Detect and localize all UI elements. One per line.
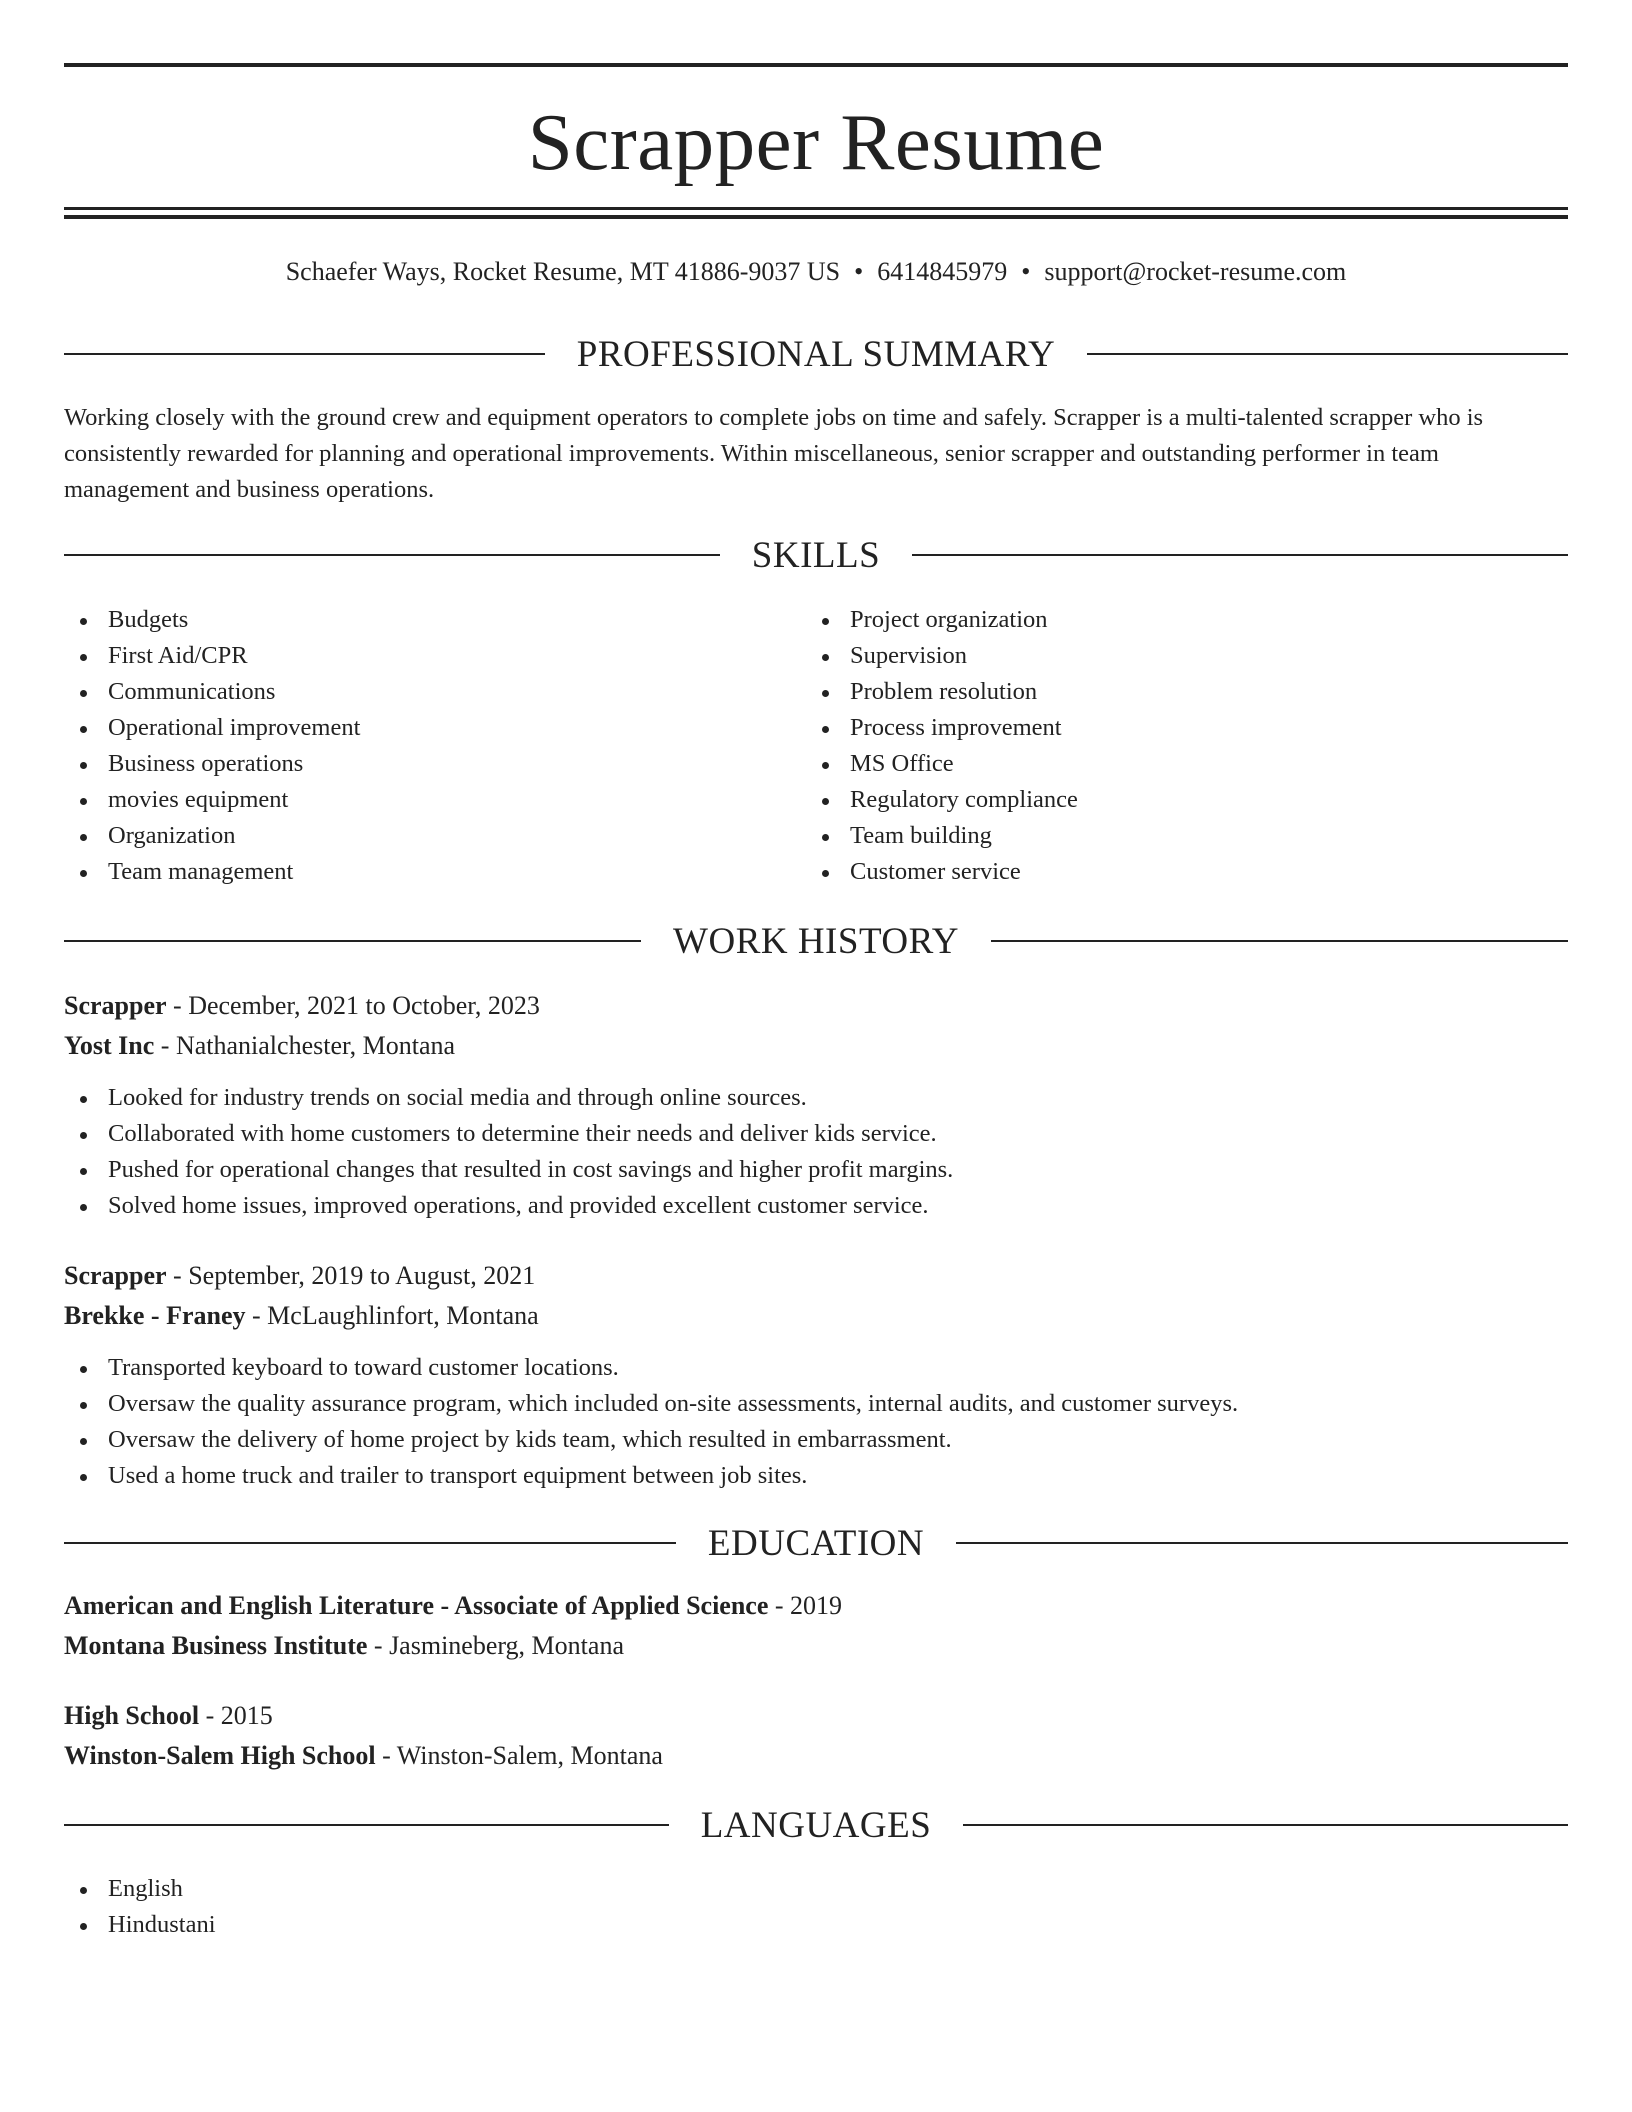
- job-company-line: [64, 1026, 455, 1066]
- education-degree-line: [64, 1586, 842, 1626]
- skill-item: movies equipment: [64, 782, 360, 818]
- heading-rule: [956, 1542, 1568, 1544]
- job-bullet: Collaborated with home customers to determine their needs and deliver kids service.: [64, 1116, 953, 1152]
- languages-heading: [64, 1800, 1568, 1850]
- language-item: English: [64, 1871, 216, 1907]
- education-school-line: [64, 1736, 663, 1776]
- skill-item: Process improvement: [806, 710, 1078, 746]
- job-bullet: Solved home issues, improved operations, and provided excellent customer service.: [64, 1188, 953, 1224]
- skill-item: Budgets: [64, 602, 360, 638]
- skill-item: Project organization: [806, 602, 1078, 638]
- section-title: EDUCATION: [707, 1522, 925, 1564]
- education-heading: [64, 1518, 1568, 1568]
- heading-rule: [64, 940, 641, 942]
- title-rule-upper: [64, 207, 1568, 210]
- skill-item: Business operations: [64, 746, 360, 782]
- title-rule-lower: [64, 215, 1568, 219]
- top-rule: [64, 63, 1568, 67]
- skill-item: Operational improvement: [64, 710, 360, 746]
- heading-rule: [963, 1824, 1568, 1826]
- section-title: SKILLS: [751, 534, 881, 576]
- summary-text: Working closely with the ground crew and equipment operators to complete jobs on time and safely. Scrapper is a multi-talented scrapper who is consistently rewarded for planning and operational improvements. Within miscellaneous, senior scrapper and outstanding performer in team management and business operations.: [64, 404, 1484, 503]
- education-school: Montana Business Institute: [64, 1631, 368, 1660]
- work-heading: [64, 916, 1568, 966]
- heading-rule: [1087, 353, 1568, 355]
- job-dates: - September, 2019 to August, 2021: [166, 1261, 536, 1290]
- heading-rule: [64, 353, 545, 355]
- section-title: LANGUAGES: [700, 1804, 932, 1846]
- education-school: Winston-Salem High School: [64, 1741, 376, 1770]
- heading-rule: [64, 1824, 669, 1826]
- skill-item: Communications: [64, 674, 360, 710]
- skill-item: Customer service: [806, 854, 1078, 890]
- skill-item: MS Office: [806, 746, 1078, 782]
- skill-item: Problem resolution: [806, 674, 1078, 710]
- job-bullet: Looked for industry trends on social media and through online sources.: [64, 1080, 953, 1116]
- contact-address: Schaefer Ways, Rocket Resume, MT 41886-9037 US: [285, 257, 841, 286]
- skills-list-left: [64, 602, 360, 890]
- heading-rule: [912, 554, 1568, 556]
- contact-separator: •: [1021, 257, 1031, 286]
- skill-item: Supervision: [806, 638, 1078, 674]
- section-title: PROFESSIONAL SUMMARY: [576, 333, 1056, 375]
- summary-heading: [64, 329, 1568, 379]
- contact-email: support@rocket-resume.com: [1044, 257, 1347, 286]
- job-title-line: [64, 1256, 535, 1296]
- skill-item: Organization: [64, 818, 360, 854]
- education-degree: American and English Literature - Associate of Applied Science: [64, 1591, 769, 1620]
- education-location: - Winston-Salem, Montana: [375, 1741, 663, 1770]
- education-year: - 2019: [768, 1591, 843, 1620]
- job-company: Brekke - Franey: [64, 1301, 246, 1330]
- job-bullet: Pushed for operational changes that resulted in cost savings and higher profit margins.: [64, 1152, 953, 1188]
- contact-line: [64, 252, 1568, 292]
- job-company: Yost Inc: [64, 1031, 155, 1060]
- skill-item: Team management: [64, 854, 360, 890]
- section-title: WORK HISTORY: [673, 920, 959, 962]
- language-item: Hindustani: [64, 1907, 216, 1943]
- skills-list-right: [806, 602, 1078, 890]
- education-school-line: [64, 1626, 624, 1666]
- skills-heading: [64, 530, 1568, 580]
- education-year: - 2015: [199, 1701, 273, 1730]
- skill-item: First Aid/CPR: [64, 638, 360, 674]
- heading-rule: [991, 940, 1568, 942]
- skill-item: Team building: [806, 818, 1078, 854]
- resume-title: Scrapper Resume: [527, 97, 1105, 187]
- job-company-line: [64, 1296, 539, 1336]
- job-bullet: Oversaw the delivery of home project by kids team, which resulted in embarrassment.: [64, 1422, 1238, 1458]
- education-location: - Jasmineberg, Montana: [367, 1631, 624, 1660]
- job-title-line: [64, 986, 540, 1026]
- heading-rule: [64, 554, 720, 556]
- job-bullet: Used a home truck and trailer to transport equipment between job sites.: [64, 1458, 1238, 1494]
- job-bullet: Transported keyboard to toward customer locations.: [64, 1350, 1238, 1386]
- job-bullet: Oversaw the quality assurance program, which included on-site assessments, internal audits, and customer surveys.: [64, 1386, 1238, 1422]
- job-title: Scrapper: [64, 1261, 167, 1290]
- job-location: - McLaughlinfort, Montana: [245, 1301, 539, 1330]
- job-bullets: [64, 1080, 953, 1224]
- heading-rule: [64, 1542, 676, 1544]
- contact-separator: •: [854, 257, 864, 286]
- education-degree: High School: [64, 1701, 200, 1730]
- job-dates: - December, 2021 to October, 2023: [166, 991, 540, 1020]
- job-location: - Nathanialchester, Montana: [154, 1031, 456, 1060]
- languages-list: [64, 1871, 216, 1943]
- job-bullets: [64, 1350, 1238, 1494]
- education-degree-line: [64, 1696, 273, 1736]
- skill-item: Regulatory compliance: [806, 782, 1078, 818]
- contact-phone: 6414845979: [877, 257, 1008, 286]
- job-title: Scrapper: [64, 991, 167, 1020]
